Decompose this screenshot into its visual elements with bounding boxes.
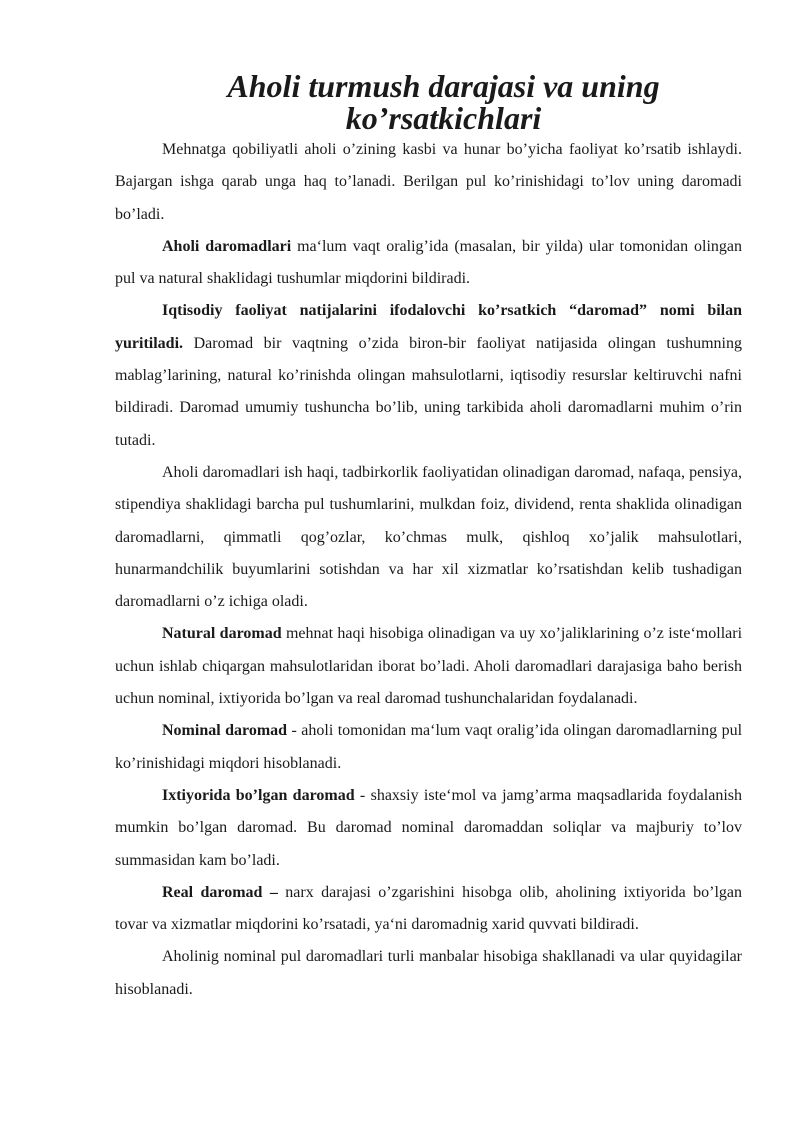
paragraph-bold-lead: Real daromad – [162, 883, 278, 901]
paragraph [115, 715, 742, 780]
paragraph-bold-lead: Aholi daromadlari [162, 237, 292, 255]
paragraph [115, 877, 742, 942]
paragraph-text: Aholi daromadlari ish haqi, tadbirkorlik faoliyatidan olinadigan daromad, nafaqa, pensiya, stipendiya shaklidagi barcha pul tushumlarini, mulkdan foiz, dividend, renta shaklida olinadigan daromadlarni, qimmatli qog’ozlar, ko’chmas mulk, qishloq xo’jalik mahsulotlari, hunarmandchilik buyumlarini sotishdan va har xil xizmatlar ko’rsatishdan kelib tushadigan daromadlarni o’z ichiga oladi. [115, 463, 742, 611]
paragraph-text: ma‘lum vaqt oralig’ida (masalan, bir yilda) ular tomonidan olingan pul va natural shaklidagi tushumlar miqdorini bildiradi. [115, 237, 742, 288]
paragraph [115, 618, 742, 715]
paragraph [115, 295, 742, 456]
document-title: Aholi turmush darajasi va uning ko’rsatkichlari [227, 68, 660, 136]
paragraph-text: Aholinig nominal pul daromadlari turli manbalar hisobiga shakllanadi va ular quyidagilar hisoblanadi. [115, 948, 742, 998]
paragraph-text: - aholi tomonidan ma‘lum vaqt oralig’ida olingan daromadlarning pul ko’rinishidagi miqdori hisoblanadi. [115, 722, 743, 772]
paragraph [115, 457, 742, 618]
paragraph-text: - shaxsiy iste‘mol va jamg’arma maqsadlarida foydalanish mumkin bo’lgan daromad. Bu daromad nominal daromaddan soliqlar va majburiy to’lov summasidan kam bo’ladi. [115, 786, 743, 869]
paragraph-bold-lead: Nominal daromad [162, 722, 288, 740]
paragraph-text: mehnat haqi hisobiga olinadigan va uy xo’jaliklarining o’z iste‘mollari uchun ishlab chiqargan mahsulotlaridan iborat bo’ladi. Aholi daromadlari darajasiga baho berish uchun nominal, ixtiyorida bo’lgan va real daromad tushunchalaridan foydalanadi. [115, 625, 743, 708]
paragraph-bold-lead: Ixtiyorida bo’lgan daromad [162, 786, 355, 804]
paragraph [115, 941, 742, 1006]
paragraph [115, 134, 742, 231]
paragraph [115, 780, 742, 877]
paragraph-bold-lead: Natural daromad [162, 625, 282, 643]
paragraph-bold-lead: Iqtisodiy faoliyat natijalarini ifodalovchi ko’rsatkich “daromad” nomi bilan yuritiladi. [115, 302, 742, 352]
paragraph-text: Daromad bir vaqtning o’zida biron-bir faoliyat natijasida olingan tushumning mablag’larining, natural ko’rinishda olingan mahsulotlarni, iqtisodiy resurslar keltiruvchi nafni bildiradi. Daromad umumiy tushuncha bo’lib, uning tarkibida aholi daromadlarni muhim o’rin tutadi. [115, 334, 742, 449]
paragraph [115, 231, 742, 296]
paragraph-text: narx darajasi o’zgarishini hisobga olib, aholining ixtiyorida bo’lgan tovar va xizmatlar miqdorini ko’rsatadi, ya‘ni daromadnig xarid quvvati bildiradi. [115, 883, 742, 934]
document-page [115, 70, 742, 1006]
paragraph-text: Mehnatga qobiliyatli aholi o’zining kasbi va hunar bo’yicha faoliyat ko’rsatib ishlaydi. Bajargan ishga qarab unga haq to’lanadi. Berilgan pul ko’rinishidagi to’lov uning daromadi bo’ladi. [115, 141, 742, 223]
